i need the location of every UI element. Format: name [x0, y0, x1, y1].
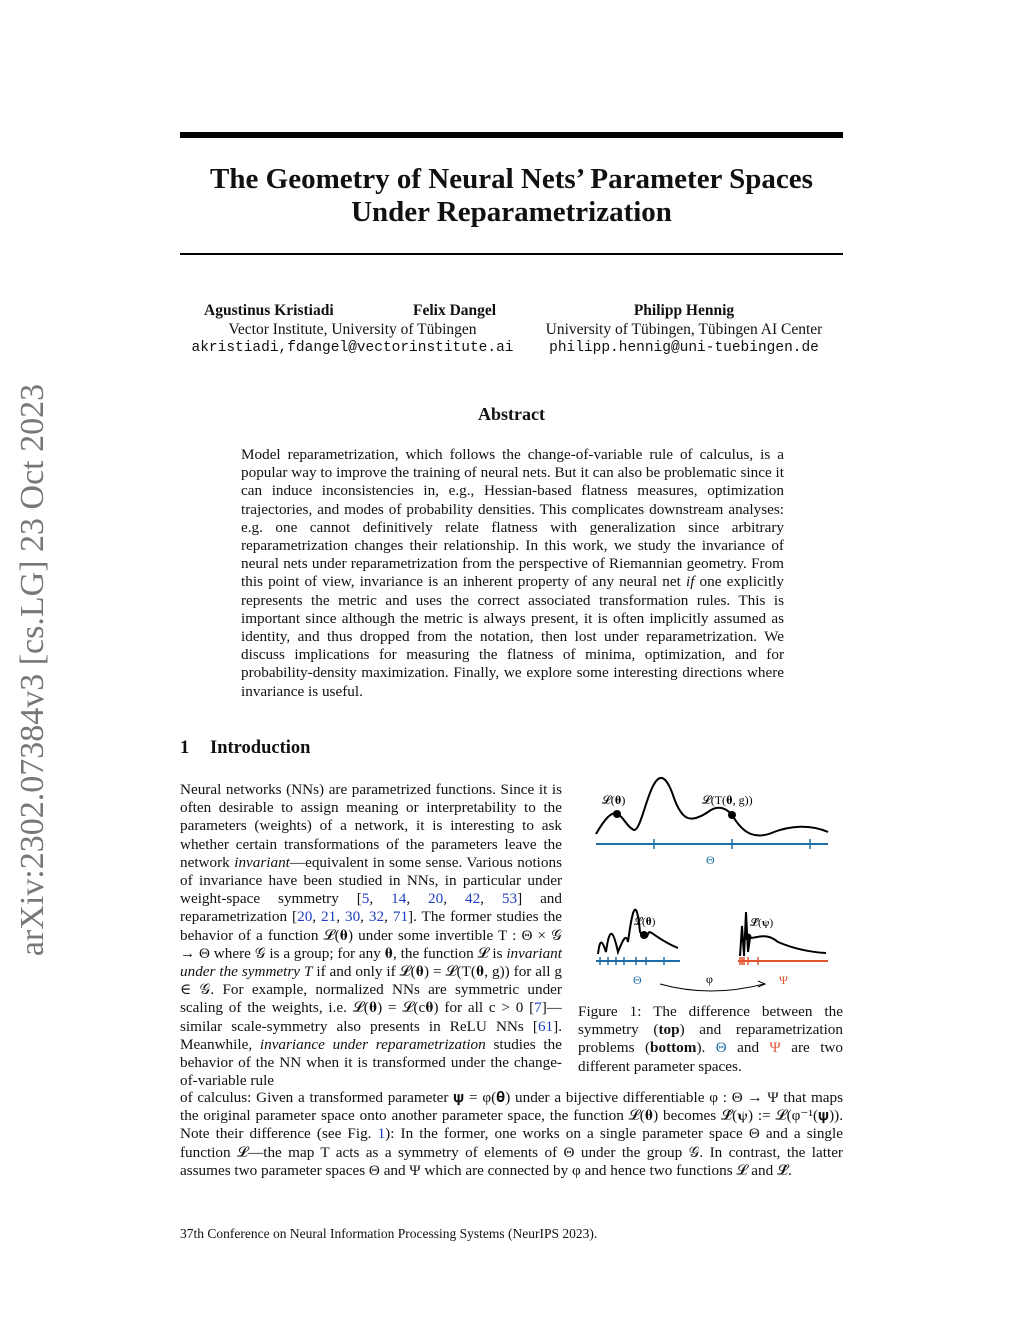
abstract-emph: if [685, 573, 695, 591]
intro-text: studies the behavior of the NN when it is transformed under the change-of-variable rule [180, 1035, 562, 1090]
intro-text: of calculus: Given a transformed parameter 𝛙 = φ(𝛉) under a bijective differentiable φ : Θ → Ψ that maps the original parameter space onto another parameter space, the function 𝓛(𝛉) becomes 𝓛̂(𝛙) := 𝓛(φ⁻¹(𝛙)). Note their difference (see Fig. [180, 1089, 843, 1143]
citation-link[interactable]: 14 [391, 890, 407, 908]
intro-text: ]—similar scale-symmetry also presents in ReLU NNs [ [180, 999, 562, 1035]
point-theta [613, 810, 621, 818]
caption-theta: Θ [715, 1039, 727, 1057]
label-L-T-theta-g: 𝓛(T(𝛉, g)) [702, 793, 753, 807]
label-L-theta: 𝓛(𝛉) [602, 793, 626, 807]
intro-text: —equivalent in some sense. Various notions of invariance have been studied in NNs, in particular under weight-space symmetry [ [180, 853, 562, 908]
citation-link[interactable]: 61 [537, 1017, 554, 1035]
figure-link[interactable]: 1 [377, 1125, 386, 1143]
author-email: philipp.hennig@uni-tuebingen.de [549, 340, 819, 356]
section-heading-introduction [180, 738, 310, 759]
section-number: 1 [180, 738, 190, 758]
citation-link[interactable]: 30 [344, 908, 361, 926]
title-line-1: The Geometry of Neural Nets’ Parameter Spaces [210, 163, 813, 195]
citation-link[interactable]: 71 [392, 908, 409, 926]
intro-paragraph: Neural networks (NNs) are parametrized functions. Since it is often desirable to assign meaning or interpretability to the parameters (weights) of a network, it is interesting to ask whether certain transformations of the parameters leave the network invariant—equivalent in some sense. Various notions of invariance have been studied in NNs, in particular under weight-space symmetry [5, 14, 20, 42, 53] and reparametrization [20, 21, 30, 32, 71]. The former studies the behavior of a function 𝓛(𝛉) under some invertible T : Θ × 𝒢 → Θ where 𝒢 is a group; for any 𝛉, the function 𝓛 is invariant under the symmetry T if and only if 𝓛(𝛉) = 𝓛(T(𝛉, g)) for all g ∈ 𝒢. For example, normalized NNs are symmetric under scaling of the weights, i.e. 𝓛(𝛉) = 𝓛(c𝛉) for all c > 0 [7]—similar scale-symmetry also presents in ReLU NNs [61]. Meanwhile, invariance under reparametrization studies the behavior of the NN when it is transformed under the change-of-variable rule [180, 781, 563, 1090]
caption-text: ) and reparametrization problems ( [578, 1021, 843, 1057]
label-theta-bottom: Θ [633, 973, 642, 987]
intro-text: Neural networks (NNs) are parametrized functions. Since it is often desirable to assign meaning or interpretability to the parameters (weights) of a network, it is interesting to ask whether certain transformations of the parameters leave the network [180, 781, 562, 871]
title-line-2: Under Reparametrization [351, 196, 672, 228]
intro-text: ]. Meanwhile, [180, 1017, 562, 1053]
caption-psi: Ψ [769, 1039, 781, 1057]
paper-title [180, 163, 843, 229]
citation-link[interactable]: 21 [321, 908, 337, 926]
citation-link[interactable]: 20 [297, 908, 313, 926]
author-block-vector [190, 301, 515, 358]
citation-link[interactable]: 42 [464, 890, 481, 908]
abstract-text: Model reparametrization, which follows the change-of-variable rule of calculus, is a popular way to improve the training of neural nets. But it can also be problematic since it can induce inconsistencies in, e.g., Hessian-based flatness measures, optimization trajectories, and modes of probability densities. This complicates downstream analyses: e.g. one cannot definitively relate flatness with generalization since arbitrary reparametrization changes their relationship. In this work, we study the invariance of neural nets under reparametrization from the perspective of Riemannian geometry. From this point of view, invariance is an inherent property of any neural net [241, 446, 784, 591]
arxiv-sidebar-stamp [8, 365, 58, 975]
intro-emph: invariance under reparametrization [259, 1035, 486, 1053]
author-affiliation: University of Tübingen, Tübingen AI Center [545, 321, 823, 338]
label-psi: Ψ [779, 973, 788, 987]
citation-link[interactable]: 7 [534, 999, 542, 1017]
caption-bold: bottom [650, 1039, 697, 1057]
abstract-body [241, 446, 784, 701]
citation-link[interactable]: 53 [501, 890, 518, 908]
section-title: Introduction [210, 738, 311, 758]
intro-emph: invariant under the symmetry T [180, 944, 562, 981]
author-email: akristiadi,fdangel@vectorinstitute.ai [191, 340, 514, 356]
label-L-theta-bottom: 𝓛(𝛉) [634, 916, 656, 928]
label-theta-top: Θ [706, 853, 715, 867]
caption-bold: top [658, 1021, 680, 1039]
point-theta-bottom [640, 931, 648, 939]
intro-text: ): In the former, one works on a single parameter space Θ and a single function 𝓛—the map T acts as a symmetry of elements of Θ under the group 𝒢. In contrast, the latter assumes two parameter spaces Θ and Ψ which are connected by φ and hence two functions 𝓛 and 𝓛̂. [180, 1125, 843, 1179]
arxiv-id: arXiv:2302.07384v3 [cs.LG] 23 Oct 2023 [14, 383, 51, 957]
abstract-heading: Abstract [478, 404, 545, 424]
citation-link[interactable]: 20 [428, 890, 444, 908]
point-psi [745, 934, 752, 941]
figure-1 [578, 762, 844, 994]
abstract-text: one explicitly represents the metric and uses the correct associated transformation rules. This is important since although the metric is always present, it is often implicitly assumed as identity, and thus dropped from the notation, then lost under reparametrization. We discuss implications for measuring the flatness of minima, optimization, and for probability-density maximization. Finally, we explore some interesting directions where invariance is useful. [241, 573, 784, 700]
author-name-hennig: Philipp Hennig [633, 302, 735, 319]
label-phi: φ [706, 972, 713, 986]
author-block-hennig [530, 301, 838, 358]
intro-text: ]. The former studies the behavior of a function 𝓛(𝛉) under some invertible T : Θ × 𝒢 → Θ where 𝒢 is a group; for any 𝛉, the function 𝓛 is [180, 908, 563, 962]
author-affiliation: Vector Institute, University of Tübingen [228, 321, 477, 338]
conference-footer: 37th Conference on Neural Information Processing Systems (NeurIPS 2023). [180, 1226, 598, 1241]
label-Lhat-psi: 𝓛̂(𝛙) [750, 917, 774, 929]
citation-link[interactable]: 32 [368, 908, 385, 926]
intro-paragraph-continued [180, 1089, 843, 1180]
point-T-theta-g [728, 811, 736, 819]
caption-text: Figure 1: The difference between the symmetry ( [578, 1003, 843, 1039]
citation-link[interactable]: 5 [361, 890, 370, 908]
caption-text: and [726, 1039, 770, 1057]
intro-emph: invariant [234, 853, 290, 871]
title-rule-bottom [180, 253, 843, 255]
caption-text: ). [696, 1039, 716, 1057]
intro-text: if and only if 𝓛(𝛉) = 𝓛(T(𝛉, g)) for all g ∈ 𝒢. For example, normalized NNs are symmetric under scaling of the weights, i.e. 𝓛(𝛉) = 𝓛(c𝛉) for all c > 0 [ [180, 963, 562, 1017]
arrowhead [758, 981, 765, 987]
figure-1-caption [578, 1003, 843, 1076]
author-name-kristiadi: Agustinus Kristiadi [204, 302, 334, 319]
caption-text: are two different parameter spaces. [578, 1039, 843, 1075]
author-name-dangel: Felix Dangel [413, 302, 497, 319]
title-rule-top [180, 132, 843, 138]
intro-text: ] and reparametrization [ [180, 890, 562, 926]
